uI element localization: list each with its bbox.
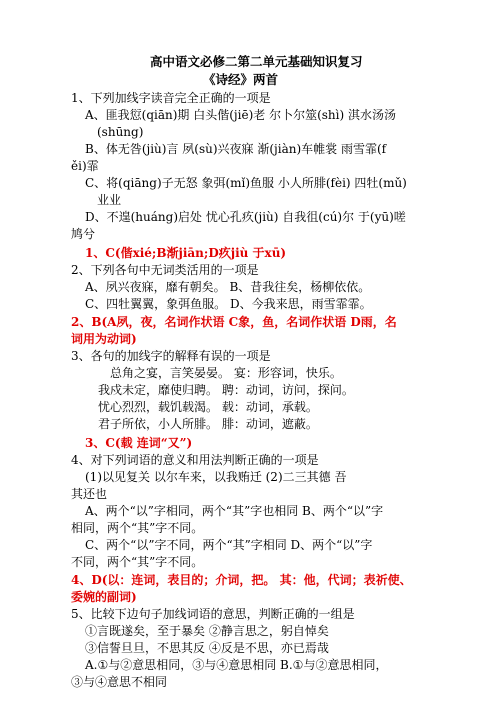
q4-phrases: (1)以见复关 以尔车来，以我贿迁 (2)二三其德 吾 (85, 470, 347, 484)
q1-answer: 1、C(偕xié;B渐jiān;D疚jiù 于xū) (85, 246, 287, 260)
q5-options: A.①与②意思相同，③与④意思相同 B.①与②意思相同， (85, 658, 388, 672)
q4-phrases-cont: 其还也 (71, 487, 108, 501)
q1-option-a: A、匪我愆(qiān)期 白头偕(jiē)老 尔卜尔筮(shì) 淇水汤汤 (85, 108, 396, 122)
q4-answer-cont: 委婉的副词) (71, 590, 137, 604)
q4-option-cd-cont: 不同，两个“其”字不同。 (71, 555, 204, 569)
q2-options-ab: A、夙兴夜寐，靡有朝矣。 B、昔我往矣，杨柳依依。 (85, 280, 371, 294)
q5-options-cont: ③与④意思不相同 (71, 675, 168, 689)
q1-option-c: C、将(qiāng)子无怒 象弭(mǐ)鱼服 小人所腓(fèi) 四牡(mǔ) (85, 176, 407, 190)
q3-stem: 3、各句的加线字的解释有误的一项是 (71, 349, 271, 363)
q1-option-c-cont: 业业 (97, 193, 122, 207)
document-title: 高中语文必修二第二单元基础知识复习 (150, 54, 363, 69)
q1-option-d: D、不遑(huáng)启处 忧心孔疚(jiù) 自我徂(cú)尔 于(yū)嗟 (85, 210, 406, 224)
document-subtitle: 《诗经》两首 (203, 72, 279, 87)
q1-option-b-cont: ěi)霏 (71, 159, 99, 173)
q5-sentences-12: ①言既遂矣，至于暴矣 ②静言思之，躬自悼矣 (85, 624, 329, 638)
q3-item-2: 我戍未定，靡使归聘。 聘：动词，访问，探问。 (98, 383, 354, 397)
q4-option-ab: A、两个“以”字相同，两个“其”字也相同 B、两个“以”字 (85, 504, 384, 518)
q2-answer-cont: 词用为动词) (71, 332, 137, 346)
q2-answer: 2、B(A夙，夜，名词作状语 C象，鱼，名词作状语 D雨，名 (71, 315, 397, 329)
q1-stem: 1、下列加线字读音完全正确的一项是 (71, 91, 271, 105)
q4-stem: 4、对下列词语的意义和用法判断正确的一项是 (71, 453, 319, 467)
q3-item-1: 总角之宴，言笑晏晏。 宴：形容词，快乐。 (110, 366, 342, 380)
q1-option-b: B、体无咎(jiù)言 夙(sù)兴夜寐 渐(jiàn)车帷裳 雨雪霏(f (85, 142, 387, 156)
q4-option-cd: C、两个“以”字不同，两个“其”字相同 D、两个“以”字 (85, 538, 373, 552)
q2-options-cd: C、四牡翼翼，象弭鱼服。 D、今我来思，雨雪霏霏。 (85, 297, 372, 311)
q3-item-3: 忧心烈烈，载饥载渴。 载：动词，承载。 (98, 400, 318, 414)
q4-option-ab-cont: 相同，两个“其”字不同。 (71, 521, 204, 535)
q2-stem: 2、下列各句中无词类活用的一项是 (71, 263, 259, 277)
q3-item-4: 君子所依，小人所腓。 腓：动词，遮蔽。 (98, 417, 318, 431)
q5-stem: 5、比较下边句子加线词语的意思，判断正确的一组是 (71, 607, 355, 621)
q4-answer: 4、D(以：连词，表目的；介词，把。 其：他，代词；表祈使、 (71, 573, 412, 587)
q1-option-a-cont: (shūng) (97, 125, 144, 139)
q1-option-d-cont: 鸠兮 (71, 227, 96, 241)
q3-answer: 3、C(载 连词“又”) (85, 436, 193, 450)
q5-sentences-34: ③信誓旦旦，不思其反 ④反是不思，亦已焉哉 (85, 641, 329, 655)
